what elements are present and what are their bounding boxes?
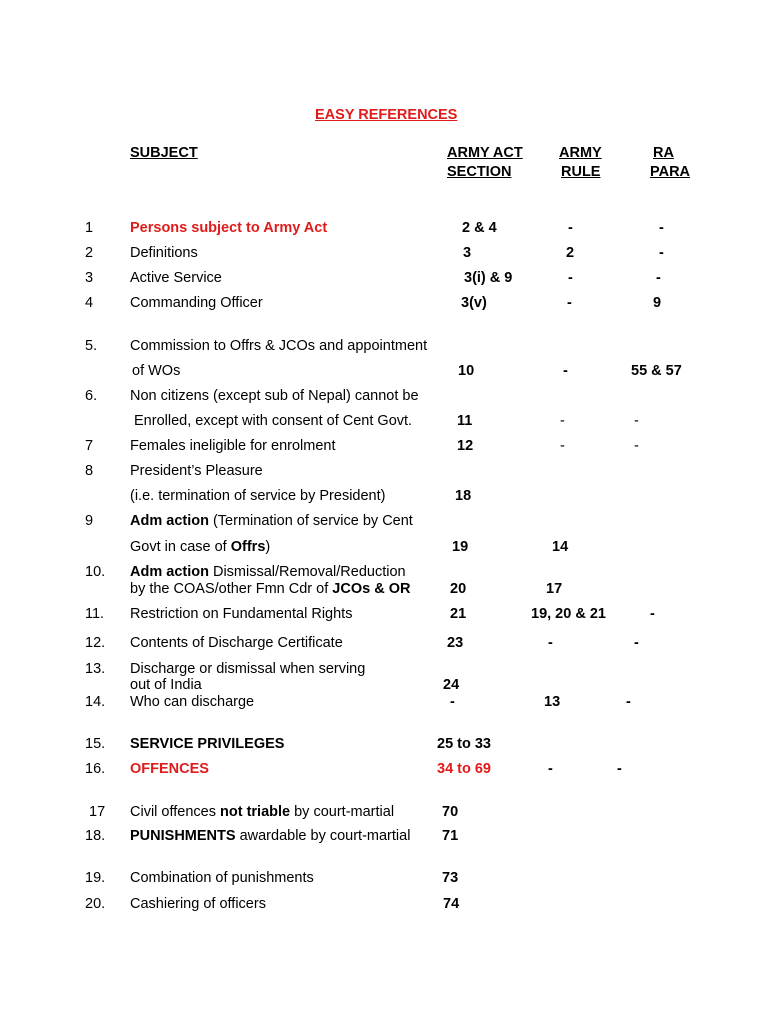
row-army-rule: 13 <box>544 694 561 710</box>
row-subject <box>130 804 394 821</box>
row-subject-line2: Enrolled, except with consent of Cent Govt. <box>134 413 413 429</box>
row-number: 5. <box>85 338 98 354</box>
row-subject-line1: President’s Pleasure <box>130 463 263 479</box>
header-army-rule-line2: RULE <box>561 164 601 180</box>
row-subject-line2 <box>130 581 410 598</box>
row-army-act: 11 <box>457 413 473 429</box>
header-army-act-line2: SECTION <box>447 164 512 180</box>
row-number: 19. <box>85 870 106 886</box>
row-subject-line2: (i.e. termination of service by President) <box>130 488 386 504</box>
row-subject-pre: Govt in case of <box>130 539 231 555</box>
row-ra-para: - <box>659 245 664 261</box>
row-number: 13. <box>85 661 106 677</box>
row-subject-line1: Discharge or dismissal when serving <box>130 661 366 677</box>
row-subject-post: awardable by court-martial <box>235 828 411 844</box>
row-subject-bold: Adm action <box>130 564 209 580</box>
row-subject: Definitions <box>130 245 198 261</box>
row-army-rule: - <box>548 635 553 651</box>
row-subject <box>130 828 410 845</box>
row-army-act: 73 <box>442 870 459 886</box>
row-subject: SERVICE PRIVILEGES <box>130 736 285 752</box>
row-army-act: 3 <box>463 245 472 261</box>
row-army-act: 70 <box>442 804 459 820</box>
row-subject-line1 <box>130 564 406 581</box>
row-number: 7 <box>85 438 94 454</box>
header-subject: SUBJECT <box>130 145 198 161</box>
row-army-act: 19 <box>452 539 469 555</box>
row-subject-line2: of WOs <box>132 363 181 379</box>
row-number: 6. <box>85 388 98 404</box>
row-subject: Females ineligible for enrolment <box>130 438 336 454</box>
row-subject-line1: Non citizens (except sub of Nepal) cannot be <box>130 388 419 404</box>
row-army-rule: 14 <box>552 539 569 555</box>
row-ra-para: - <box>634 438 639 454</box>
row-army-act: - <box>450 694 455 710</box>
row-subject: Cashiering of officers <box>130 896 266 912</box>
row-army-act: 2 & 4 <box>462 220 497 236</box>
row-subject-pre: by the COAS/other Fmn Cdr of <box>130 581 333 597</box>
row-number: 10. <box>85 564 106 580</box>
row-number: 18. <box>85 828 106 844</box>
header-ra-para-line2: PARA <box>650 164 691 180</box>
row-subject: Combination of punishments <box>130 870 314 886</box>
header-army-rule-line1: ARMY <box>559 145 602 161</box>
row-number: 8 <box>85 463 94 479</box>
row-ra-para: - <box>659 220 664 236</box>
row-army-rule: - <box>548 761 553 777</box>
row-army-act: 10 <box>458 363 475 379</box>
row-army-act: 23 <box>447 635 464 651</box>
row-army-rule: - <box>568 270 573 286</box>
row-subject-post: ) <box>265 539 271 555</box>
row-army-rule: - <box>560 438 565 454</box>
row-subject-bold: Adm action <box>130 513 209 529</box>
row-subject: Restriction on Fundamental Rights <box>130 606 353 622</box>
row-subject: OFFENCES <box>130 761 209 777</box>
row-subject-post: by court-martial <box>290 804 395 820</box>
row-number: 16. <box>85 761 106 777</box>
row-army-rule: 17 <box>546 581 563 597</box>
row-ra-para: - <box>656 270 661 286</box>
row-subject-bold: PUNISHMENTS <box>130 828 236 844</box>
row-army-rule: - <box>567 295 572 311</box>
header-ra-para-line1: RA <box>653 145 674 161</box>
row-subject-bold: not triable <box>220 804 291 820</box>
row-army-act: 3(v) <box>461 295 487 311</box>
row-subject: Persons subject to Army Act <box>130 220 328 236</box>
row-army-act: 24 <box>443 677 460 693</box>
row-number: 4 <box>85 295 94 311</box>
row-army-act: 3(i) & 9 <box>464 270 513 286</box>
row-number: 11. <box>85 606 105 622</box>
row-army-rule: - <box>560 413 565 429</box>
row-ra-para: - <box>634 413 639 429</box>
row-number: 17 <box>89 804 106 820</box>
row-subject-rest: Dismissal/Removal/Reduction <box>208 564 406 580</box>
row-subject-line1 <box>130 513 413 530</box>
row-subject: Active Service <box>130 270 222 286</box>
row-number: 1 <box>85 220 94 236</box>
row-subject-pre: Civil offences <box>130 804 220 820</box>
row-army-act: 18 <box>455 488 472 504</box>
row-subject-line2: out of India <box>130 677 202 693</box>
row-ra-para: - <box>634 635 639 651</box>
row-army-rule: 19, 20 & 21 <box>531 606 606 622</box>
row-number: 15. <box>85 736 106 752</box>
row-ra-para: - <box>650 606 655 622</box>
row-subject-bold: Offrs <box>230 539 266 555</box>
row-number: 9 <box>85 513 94 529</box>
row-army-rule: 2 <box>566 245 575 261</box>
row-army-rule: - <box>568 220 573 236</box>
row-army-rule: - <box>563 363 568 379</box>
row-army-act: 20 <box>450 581 467 597</box>
row-subject-line1: Commission to Offrs & JCOs and appointment <box>130 338 428 354</box>
row-army-act: 21 <box>450 606 467 622</box>
row-ra-para: - <box>617 761 622 777</box>
row-subject-line2 <box>130 539 270 556</box>
row-ra-para: 9 <box>653 295 662 311</box>
row-subject-rest: (Termination of service by Cent <box>208 513 413 529</box>
row-number: 14. <box>85 694 106 710</box>
row-subject-bold: JCOs & OR <box>332 581 411 597</box>
row-army-act: 71 <box>442 828 459 844</box>
row-subject: Commanding Officer <box>130 295 263 311</box>
row-number: 12. <box>85 635 106 651</box>
row-army-act: 25 to 33 <box>437 736 491 752</box>
row-army-act: 12 <box>457 438 474 454</box>
row-number: 20. <box>85 896 106 912</box>
row-number: 2 <box>85 245 94 261</box>
document-title: EASY REFERENCES <box>315 107 458 123</box>
row-army-act: 74 <box>443 896 460 912</box>
row-number: 3 <box>85 270 94 286</box>
row-ra-para: - <box>626 694 631 710</box>
row-ra-para: 55 & 57 <box>631 363 682 379</box>
row-subject: Who can discharge <box>130 694 255 710</box>
row-subject: Contents of Discharge Certificate <box>130 635 343 651</box>
header-army-act-line1: ARMY ACT <box>447 145 523 161</box>
row-army-act: 34 to 69 <box>437 761 491 777</box>
